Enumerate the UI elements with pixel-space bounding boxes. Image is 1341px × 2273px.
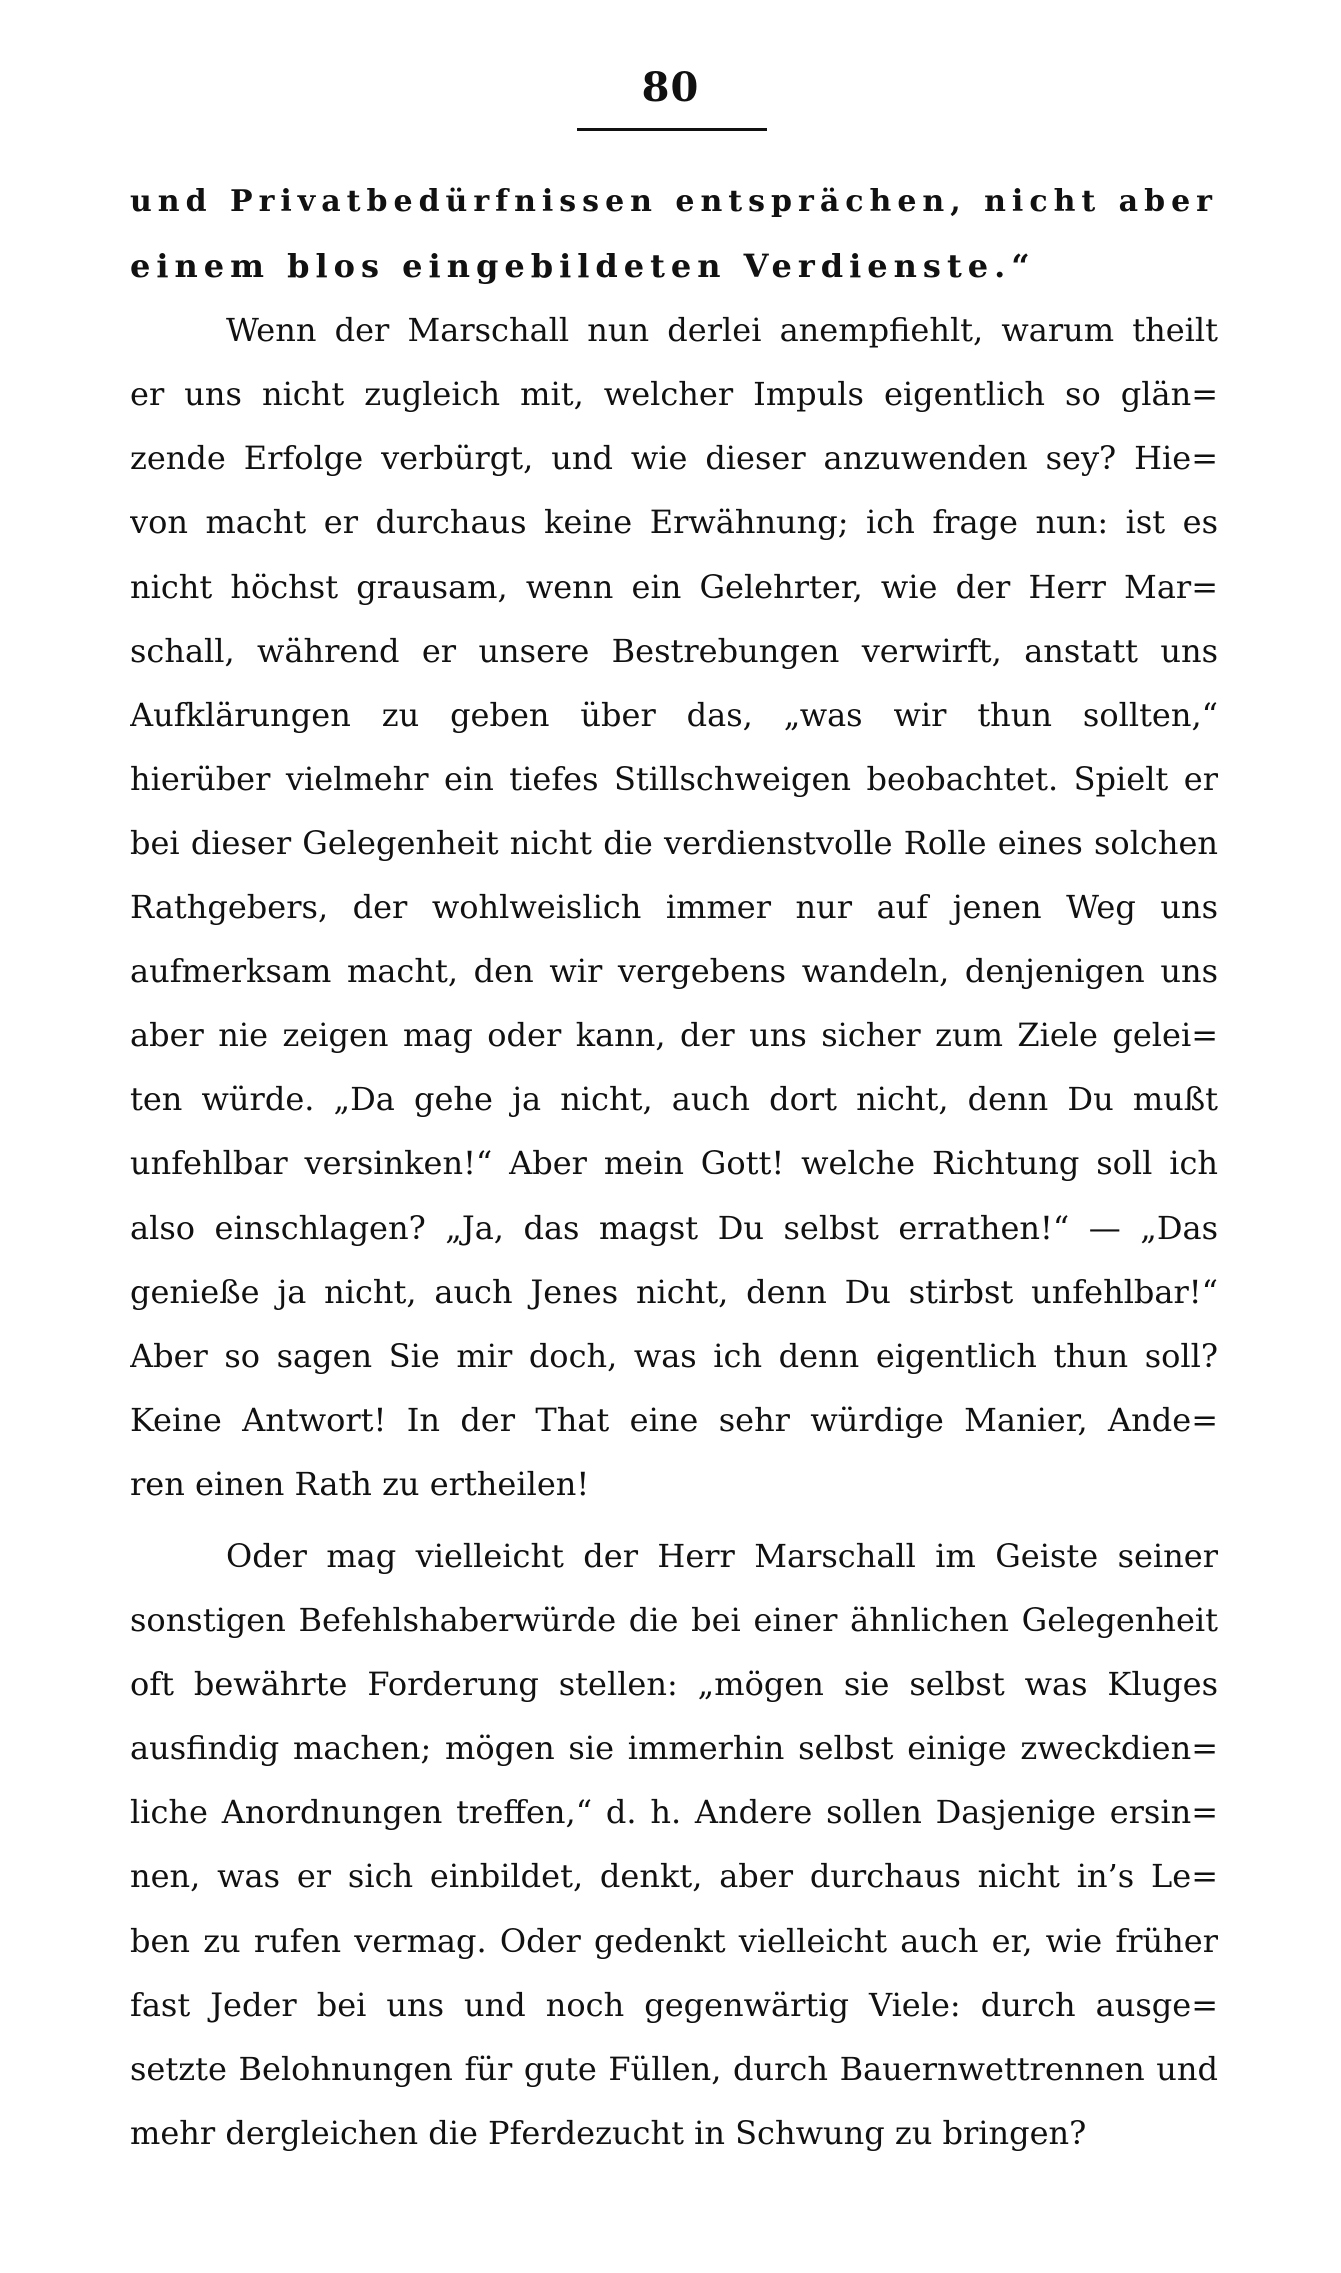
- text-line: bei dieser Gelegenheit nicht die verdienstvolle Rolle eines solchen: [130, 823, 1218, 862]
- text-line: also einschlagen? „Ja, das magst Du selbst errathen!“ — „Das: [130, 1208, 1218, 1247]
- text-line: mehr dergleichen die Pferdezucht in Schwung zu bringen?: [130, 2113, 1087, 2152]
- text-line: Keine Antwort! In der That eine sehr würdige Manier, Ande=: [130, 1400, 1218, 1439]
- text-line: nen, was er sich einbildet, denkt, aber durchaus nicht in’s Le=: [130, 1857, 1218, 1896]
- text-line: hierüber vielmehr ein tiefes Stillschweigen beobachtet. Spielt er: [130, 759, 1218, 798]
- text-line: zende Erfolge verbürgt, und wie dieser anzuwenden sey? Hie=: [130, 439, 1218, 478]
- text-line: Aufklärungen zu geben über das, „was wir thun sollten,“: [130, 695, 1218, 734]
- text-line: fast Jeder bei uns und noch gegenwärtig Viele: durch ausge=: [130, 1985, 1218, 2024]
- text-line: genieße ja nicht, auch Jenes nicht, denn Du stirbst unfehlbar!“: [130, 1272, 1218, 1311]
- text-line: er uns nicht zugleich mit, welcher Impuls eigentlich so glän=: [130, 375, 1218, 414]
- text-line: ren einen Rath zu ertheilen!: [130, 1464, 590, 1503]
- text-line: ben zu rufen vermag. Oder gedenkt vielleicht auch er, wie früher: [130, 1921, 1218, 1960]
- text-line: Aber so sagen Sie mir doch, was ich denn eigentlich thun soll?: [130, 1336, 1218, 1375]
- text-line: aber nie zeigen mag oder kann, der uns sicher zum Ziele gelei=: [130, 1016, 1218, 1055]
- text-line: setzte Belohnungen für gute Füllen, durch Bauernwettrennen und: [130, 2049, 1218, 2088]
- body-text: [130, 170, 1218, 2165]
- text-line: ten würde. „Da gehe ja nicht, auch dort nicht, denn Du mußt: [130, 1080, 1218, 1119]
- text-line: nicht höchst grausam, wenn ein Gelehrter, wie der Herr Mar=: [130, 567, 1218, 606]
- text-line: liche Anordnungen treffen,“ d. h. Andere sollen Dasjenige ersin=: [130, 1793, 1218, 1832]
- page-number: 80: [641, 64, 700, 111]
- header-rule: [577, 128, 767, 131]
- text-line: und Privatbedürfnissen entsprächen, nicht aber: [130, 184, 1218, 219]
- text-line: unfehlbar versinken!“ Aber mein Gott! welche Richtung soll ich: [130, 1144, 1218, 1183]
- text-line: Rathgebers, der wohlweislich immer nur auf jenen Weg uns: [130, 888, 1218, 927]
- text-line: sonstigen Befehlshaberwürde die bei einer ähnlichen Gelegenheit: [130, 1601, 1218, 1640]
- text-line: aufmerksam macht, den wir vergebens wandeln, denjenigen uns: [130, 952, 1218, 991]
- text-line: Oder mag vielleicht der Herr Marschall im Geiste seiner: [226, 1536, 1218, 1575]
- text-line: Wenn der Marschall nun derlei anempfiehlt, warum theilt: [226, 311, 1218, 350]
- text-line: schall, während er unsere Bestrebungen verwirft, anstatt uns: [130, 631, 1218, 670]
- text-line: einem blos eingebildeten Verdienste.“: [130, 247, 1036, 286]
- text-line: von macht er durchaus keine Erwähnung; ich frage nun: ist es: [130, 503, 1218, 542]
- text-line: ausfindig machen; mögen sie immerhin selbst einige zweckdien=: [130, 1729, 1218, 1768]
- text-line: oft bewährte Forderung stellen: „mögen sie selbst was Kluges: [130, 1665, 1218, 1704]
